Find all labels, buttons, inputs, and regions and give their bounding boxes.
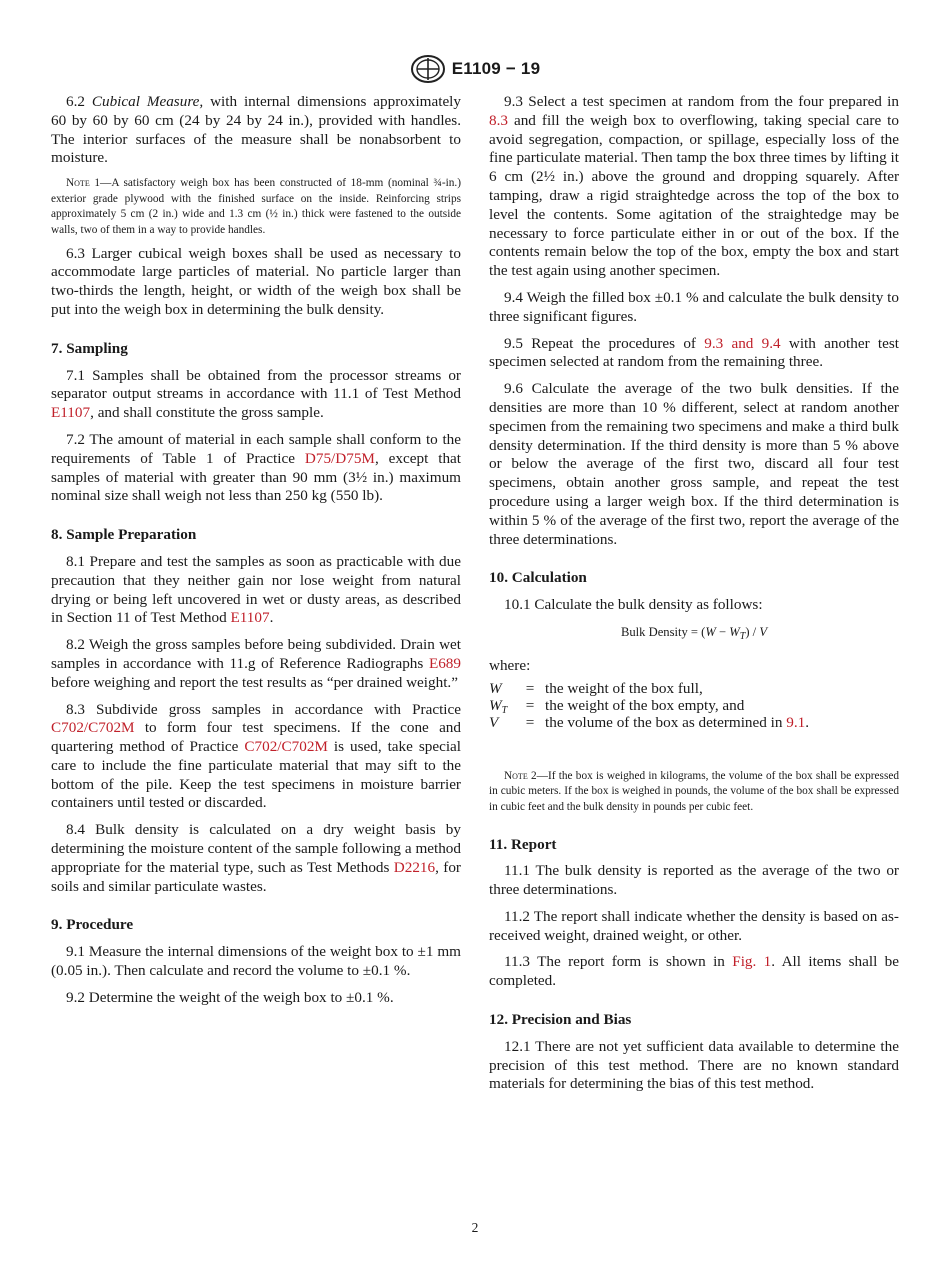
paragraph-7-2: 7.2 The amount of material in each sample shall conform to the requirements of Table 1 of Practice D75/D75M, except that samples of material with greater than 90 mm (3½ in.) maximum nominal size shall weigh not less than 250 kg (550 lb).	[51, 430, 462, 505]
link-e1107[interactable]: E1107	[230, 609, 270, 627]
link-9-1[interactable]: 9.1	[786, 713, 806, 731]
link-d75[interactable]: D75/D75M	[304, 449, 375, 467]
paragraph-7-1: 7.1 Samples shall be obtained from the processor streams or separator output streams in accordance with 11.1 of Test Method E1107, and shall constitute the gross sample.	[51, 366, 461, 422]
astm-logo-icon	[410, 54, 446, 84]
definition-row: W = the weight of the box full,	[489, 679, 703, 697]
bulk-density-formula: Bulk Density = $(W - W_T) / V$	[620, 624, 768, 642]
paragraph-11-3: 11.3 The report form is shown in Fig. 1. All items shall be completed.	[489, 953, 899, 990]
paragraph-12-1: 12.1 There are not yet sufficient data available to determine the precision of this test method. There are no known standard materials for determining the bias of this test method.	[489, 1037, 899, 1093]
page-header	[0, 54, 950, 89]
left-column	[51, 93, 461, 1016]
paragraph-6-2: 6.2 Cubical Measure, with internal dimensions approximately 60 by 60 by 60 cm (24 by 24 by 24 in.), provided with handles. The interior surfaces of the measure shall be nonabsorbent to moisture.	[51, 93, 461, 167]
paragraph-11-1: 11.1 The bulk density is reported as the average of the two or three determinations.	[489, 862, 899, 899]
section-heading-precision-and-bias: 12. Precision and Bias	[489, 1011, 632, 1029]
link-d2216[interactable]: D2216	[393, 858, 436, 876]
link-e689[interactable]: E689	[428, 654, 461, 672]
paragraph-8-1: 8.1 Prepare and test the samples as soon as practicable with due precaution that they neither gain nor lose weight from natural drying or being left uncovered in wet or dusty areas, as described in Section 11 of Test Method E1107.	[51, 552, 461, 627]
paragraph-9-1: 9.1 Measure the internal dimensions of the weight box to ±1 mm (0.05 in.). Then calculate and record the volume to ±0.1 %.	[51, 943, 461, 980]
note-1: Note 1—A satisfactory weigh box has been constructed of 18-mm (nominal ¾-in.) exterior grade plywood with the finished surface on the inside. Reinforcing strips approximately 5 cm (2 in.) wide and 1.3 cm (½ in.) thick were fastened to the outside walls, two of them in a way to provide handles.	[51, 177, 462, 236]
paragraph-8-2: 8.2 Weigh the gross samples before being subdivided. Drain wet samples in accordance with 11.g of Reference Radiographs E689 before weighing and report the test results as “per drained weight.”	[51, 636, 461, 691]
section-heading-sampling: 7. Sampling	[51, 339, 128, 357]
variable-definitions	[489, 680, 899, 731]
document-designation: E1109 − 19	[451, 59, 541, 78]
right-column	[489, 93, 899, 1102]
link-9-3-and-9-4[interactable]: 9.3 and 9.4	[704, 334, 781, 352]
section-heading-sample-preparation: 8. Sample Preparation	[51, 526, 197, 544]
link-fig-1[interactable]: Fig. 1	[732, 953, 772, 971]
paragraph-9-4: 9.4 Weigh the filled box ±0.1 % and calculate the bulk density to three significant figures.	[489, 288, 899, 325]
page-number: 2	[471, 1220, 479, 1235]
definition-row: V = the volume of the box as determined in 9.1.	[489, 713, 810, 731]
paragraph-10-1: 10.1 Calculate the bulk density as follows:	[504, 596, 763, 614]
paragraph-8-4: 8.4 Bulk density is calculated on a dry weight basis by determining the moisture content of the sample following a method appropriate for the material type, such as Test Methods D2216, for soils and similar particulate wastes.	[51, 821, 461, 895]
paragraph-11-2: 11.2 The report shall indicate whether the density is based on as-received weight, drained weight, or other.	[489, 907, 899, 944]
where-label: where:	[489, 656, 531, 674]
paragraph-9-6: 9.6 Calculate the average of the two bulk densities. If the densities are more than 10 % different, select at random another specimen from the remaining two specimens and make a third bulk density determination. If the third density is more than 5 % above or below the average of the first two, discard all four test specimens, obtain another gross sample, and repeat the test procedure using a larger weigh box. If the third determination is within 5 % of the average of the first two, report the average of the three determinations.	[489, 380, 899, 548]
paragraph-9-3: 9.3 Select a test specimen at random from the four prepared in 8.3 and fill the weigh box to overflowing, taking special care to avoid segregation, compaction, or spillage, especially loss of the fine particulate material. Then tamp the box three times by lifting it 6 cm (2½ in.) above the ground and dropping squarely. After tamping, draw a rigid straightedge across the top of the box to level the contents. Some agitation of the straightedge may be necessary to force particulate either in or out of the box. If the contents remain below the top of the box, empty the box and start the test again using another specimen.	[489, 93, 899, 280]
paragraph-9-5: 9.5 Repeat the procedures of 9.3 and 9.4 with another test specimen selected at random from the remaining three.	[489, 334, 899, 371]
paragraph-8-3: 8.3 Subdivide gross samples in accordance with Practice C702/C702M to form four test specimens. If the cone and quartering method of Practice C702/C702M is used, take special care to include the fine particulate material that may sift to the bottom of the pile. Keep the test specimens in moisture barrier containers until tested or discarded.	[51, 700, 462, 812]
definition-row: $W_T$ = the weight of the box empty, and	[489, 696, 745, 716]
link-c702[interactable]: C702/C702M	[244, 738, 328, 756]
paragraph-9-2: 9.2 Determine the weight of the weigh box to ±0.1 %.	[66, 988, 394, 1006]
section-heading-report: 11. Report	[489, 835, 557, 853]
section-heading-calculation: 10. Calculation	[489, 569, 587, 587]
link-8-3[interactable]: 8.3	[489, 111, 508, 129]
link-c702[interactable]: C702/C702M	[51, 719, 135, 737]
section-heading-procedure: 9. Procedure	[51, 916, 134, 934]
note-2: Note 2—If the box is weighed in kilograms, the volume of the box shall be expressed in cubic meters. If the box is weighed in pounds, the volume of the box shall be expressed in cubic feet and the bulk density in pounds per cubic feet.	[489, 769, 900, 813]
paragraph-6-3: 6.3 Larger cubical weigh boxes shall be used as necessary to accommodate large particles of material. No particle larger than two-thirds the length, height, or width of the weigh box shall be put into the weigh box in determining the bulk density.	[51, 244, 461, 318]
link-e1107[interactable]: E1107	[51, 404, 91, 422]
